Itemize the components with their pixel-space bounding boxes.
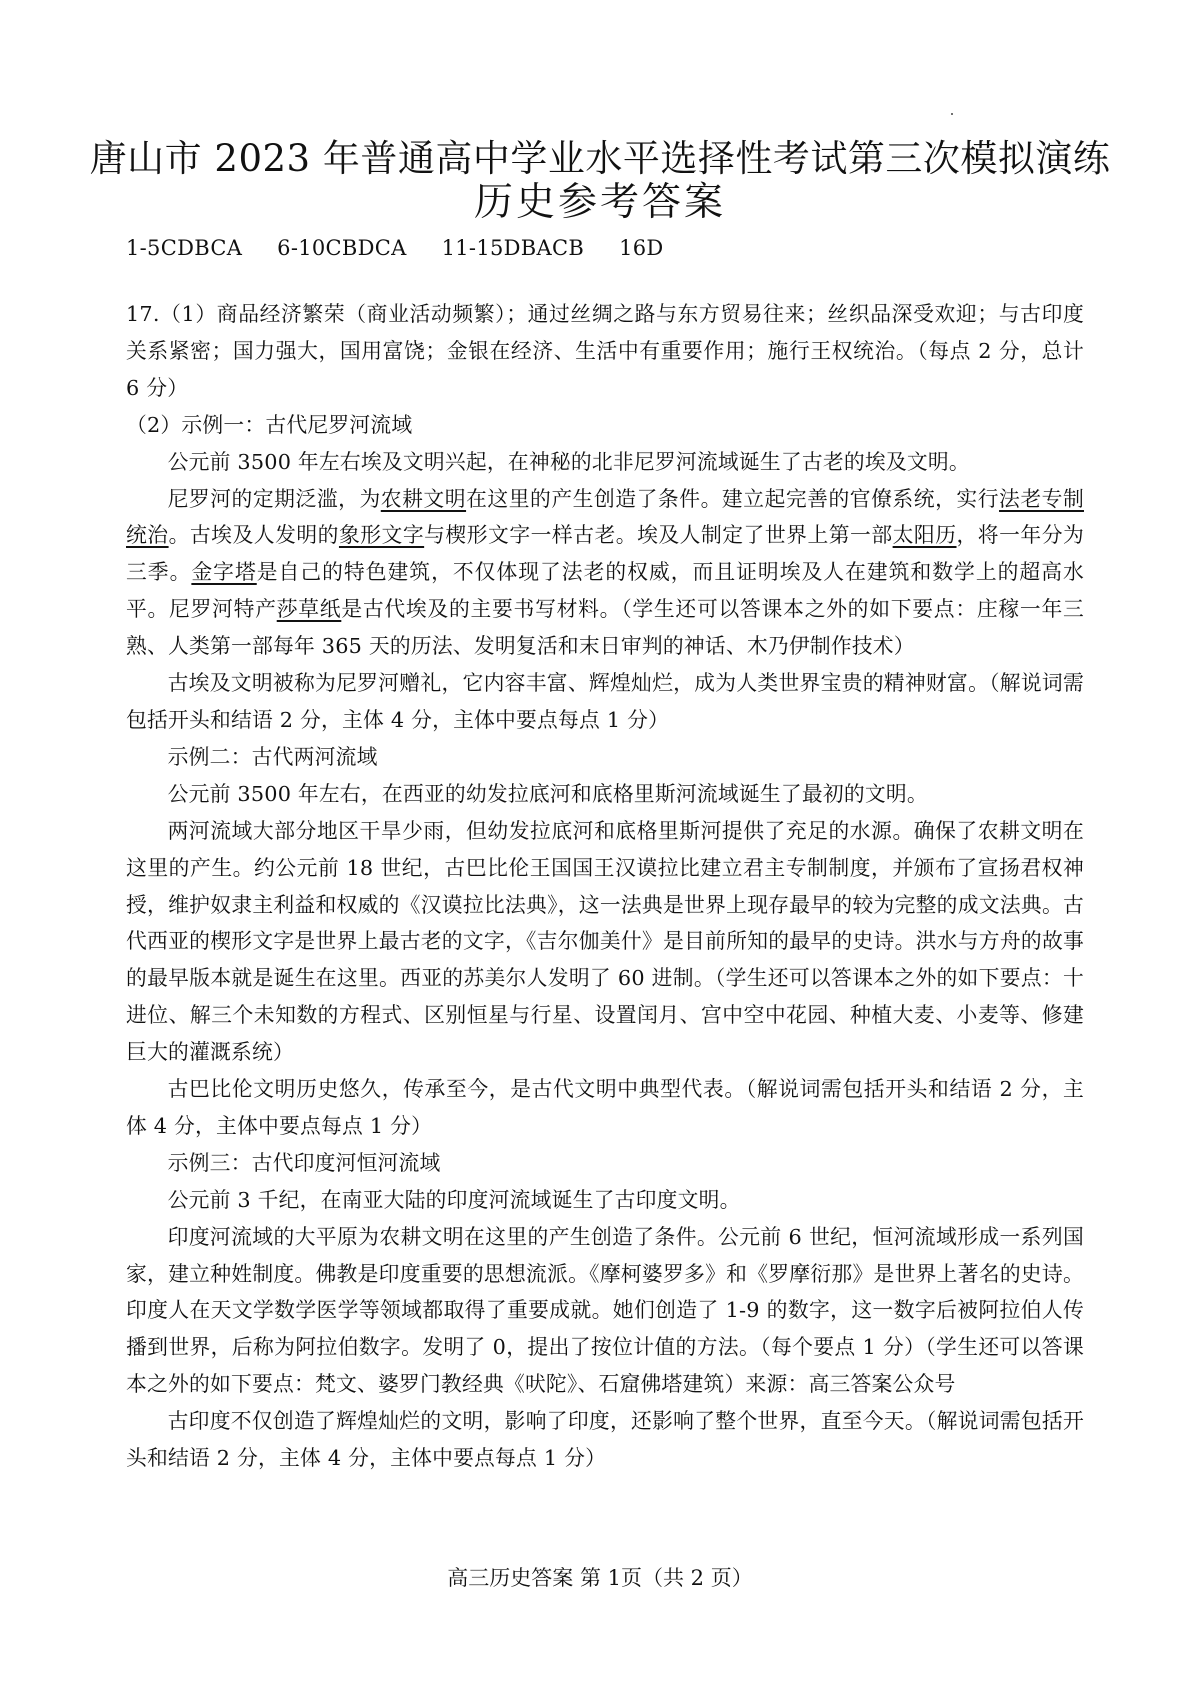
scan-dot bbox=[951, 113, 953, 115]
text-run: 是自己的特色建筑，不仅体现了法老的权威，而且证明埃及人在建筑和数学上的超高水平。尼罗河特产 bbox=[126, 560, 1084, 622]
underlined-term: 金字塔 bbox=[191, 560, 257, 585]
q17-part1: 17.（1）商品经济繁荣（商业活动频繁）；通过丝绸之路与东方贸易往来；丝织品深受欢迎；与古印度关系紧密；国力强大，国用富饶；金银在经济、生活中有重要作用；施行王权统治。（每点 2 分，总计 6 分） bbox=[126, 302, 1084, 400]
text-run: 与楔形文字一样古老。埃及人制定了世界上第一部 bbox=[424, 523, 893, 548]
underlined-term: 莎草纸 bbox=[276, 597, 342, 622]
underlined-term: 农耕文明 bbox=[380, 486, 467, 511]
page-subtitle: 历史参考答案 bbox=[473, 180, 726, 225]
answer-group-6-10: 6-10CBDCA bbox=[277, 236, 407, 260]
answer-group-1-5: 1-5CDBCA bbox=[126, 236, 243, 260]
example3-conclusion: 古印度不仅创造了辉煌灿烂的文明，影响了印度，还影响了整个世界，直至今天。（解说词需包括开头和结语 2 分，主体 4 分，主体中要点每点 1 分） bbox=[126, 1409, 1084, 1471]
text-run: 是古代埃及的主要书写材料。（学生还可以答课本之外的如下要点：庄稼一年三熟、人类第一部每年 365 天的历法、发明复活和末日审判的神话、木乃伊制作技术） bbox=[126, 597, 1084, 659]
multiple-choice-answers bbox=[126, 233, 692, 263]
example2-body: 两河流域大部分地区干旱少雨，但幼发拉底河和底格里斯河提供了充足的水源。确保了农耕文明在这里的产生。约公元前 18 世纪，古巴比伦王国国王汉谟拉比建立君主专制制度，并颁布了宣扬君权神授，维护奴隶主利益和权威的《汉谟拉比法典》，这一法典是世界上现存最早的较为完整的成文法典。古代西亚的楔形文字是世界上最古老的文字，《吉尔伽美什》是目前所知的最早的史诗。洪水与方舟的故事的最早版本就是诞生在这里。西亚的苏美尔人发明了 60 进制。（学生还可以答课本之外的如下要点：十进位、解三个未知数的方程式、区别恒星与行星、设置闰月、宫中空中花园、种植大麦、小麦等、修建巨大的灌溉系统） bbox=[126, 818, 1084, 1065]
underlined-term: 太阳历 bbox=[892, 523, 957, 548]
example2-conclusion: 古巴比伦文明历史悠久，传承至今，是古代文明中典型代表。（解说词需包括开头和结语 2 分，主体 4 分，主体中要点每点 1 分） bbox=[126, 1077, 1084, 1138]
example3-body: 印度河流域的大平原为农耕文明在这里的产生创造了条件。公元前 6 世纪，恒河流域形成一系列国家，建立种姓制度。佛教是印度重要的思想流派。《摩柯婆罗多》和《罗摩衍那》是世界上著名的史诗。印度人在天文学数学医学等领域都取得了重要成就。她们创造了 1-9 的数字，这一数字后被阿拉伯人传播到世界，后称为阿拉伯数字。发明了 0，提出了按位计值的方法。（每个要点 1 分）（学生还可以答课本之外的如下要点：梵文、婆罗门教经典《吠陀》、石窟佛塔建筑）来源：高三答案公众号 bbox=[126, 1224, 1084, 1397]
example2-intro: 公元前 3500 年左右，在西亚的幼发拉底河和底格里斯河流域诞生了最初的文明。 bbox=[167, 781, 928, 806]
page-title: 唐山市 2023 年普通高中学业水平选择性考试第三次模拟演练 bbox=[89, 137, 1111, 180]
text-run: 。古埃及人发明的 bbox=[168, 523, 339, 548]
example3-intro: 公元前 3 千纪，在南亚大陆的印度河流域诞生了古印度文明。 bbox=[167, 1187, 741, 1212]
example1-conclusion: 古埃及文明被称为尼罗河赠礼，它内容丰富、辉煌灿烂，成为人类世界宝贵的精神财富。（解说词需包括开头和结语 2 分，主体 4 分，主体中要点每点 1 分） bbox=[126, 671, 1084, 732]
text-run: 尼罗河的定期泛滥，为 bbox=[167, 486, 381, 511]
underlined-term: 法老专制统治 bbox=[126, 486, 1084, 548]
q17-part2-example1-heading: （2）示例一：古代尼罗河流域 bbox=[126, 412, 413, 437]
example1-intro: 公元前 3500 年左右埃及文明兴起，在神秘的北非尼罗河流域诞生了古老的埃及文明。 bbox=[167, 449, 970, 474]
example3-heading: 示例三：古代印度河恒河流域 bbox=[167, 1150, 441, 1175]
example1-body bbox=[126, 481, 1084, 666]
text-run: ，将一年分为三季。 bbox=[126, 523, 1084, 585]
answer-group-16: 16D bbox=[619, 236, 664, 260]
text-run: 在这里的产生创造了条件。建立起完善的官僚系统，实行 bbox=[466, 486, 1000, 511]
underlined-term: 象形文字 bbox=[338, 523, 425, 548]
question-17-answer bbox=[126, 296, 1084, 1477]
page-footer: 高三历史答案 第 1页（共 2 页） bbox=[447, 1566, 753, 1590]
answer-group-11-15: 11-15DBACB bbox=[441, 236, 585, 260]
example2-heading: 示例二：古代两河流域 bbox=[167, 744, 378, 769]
